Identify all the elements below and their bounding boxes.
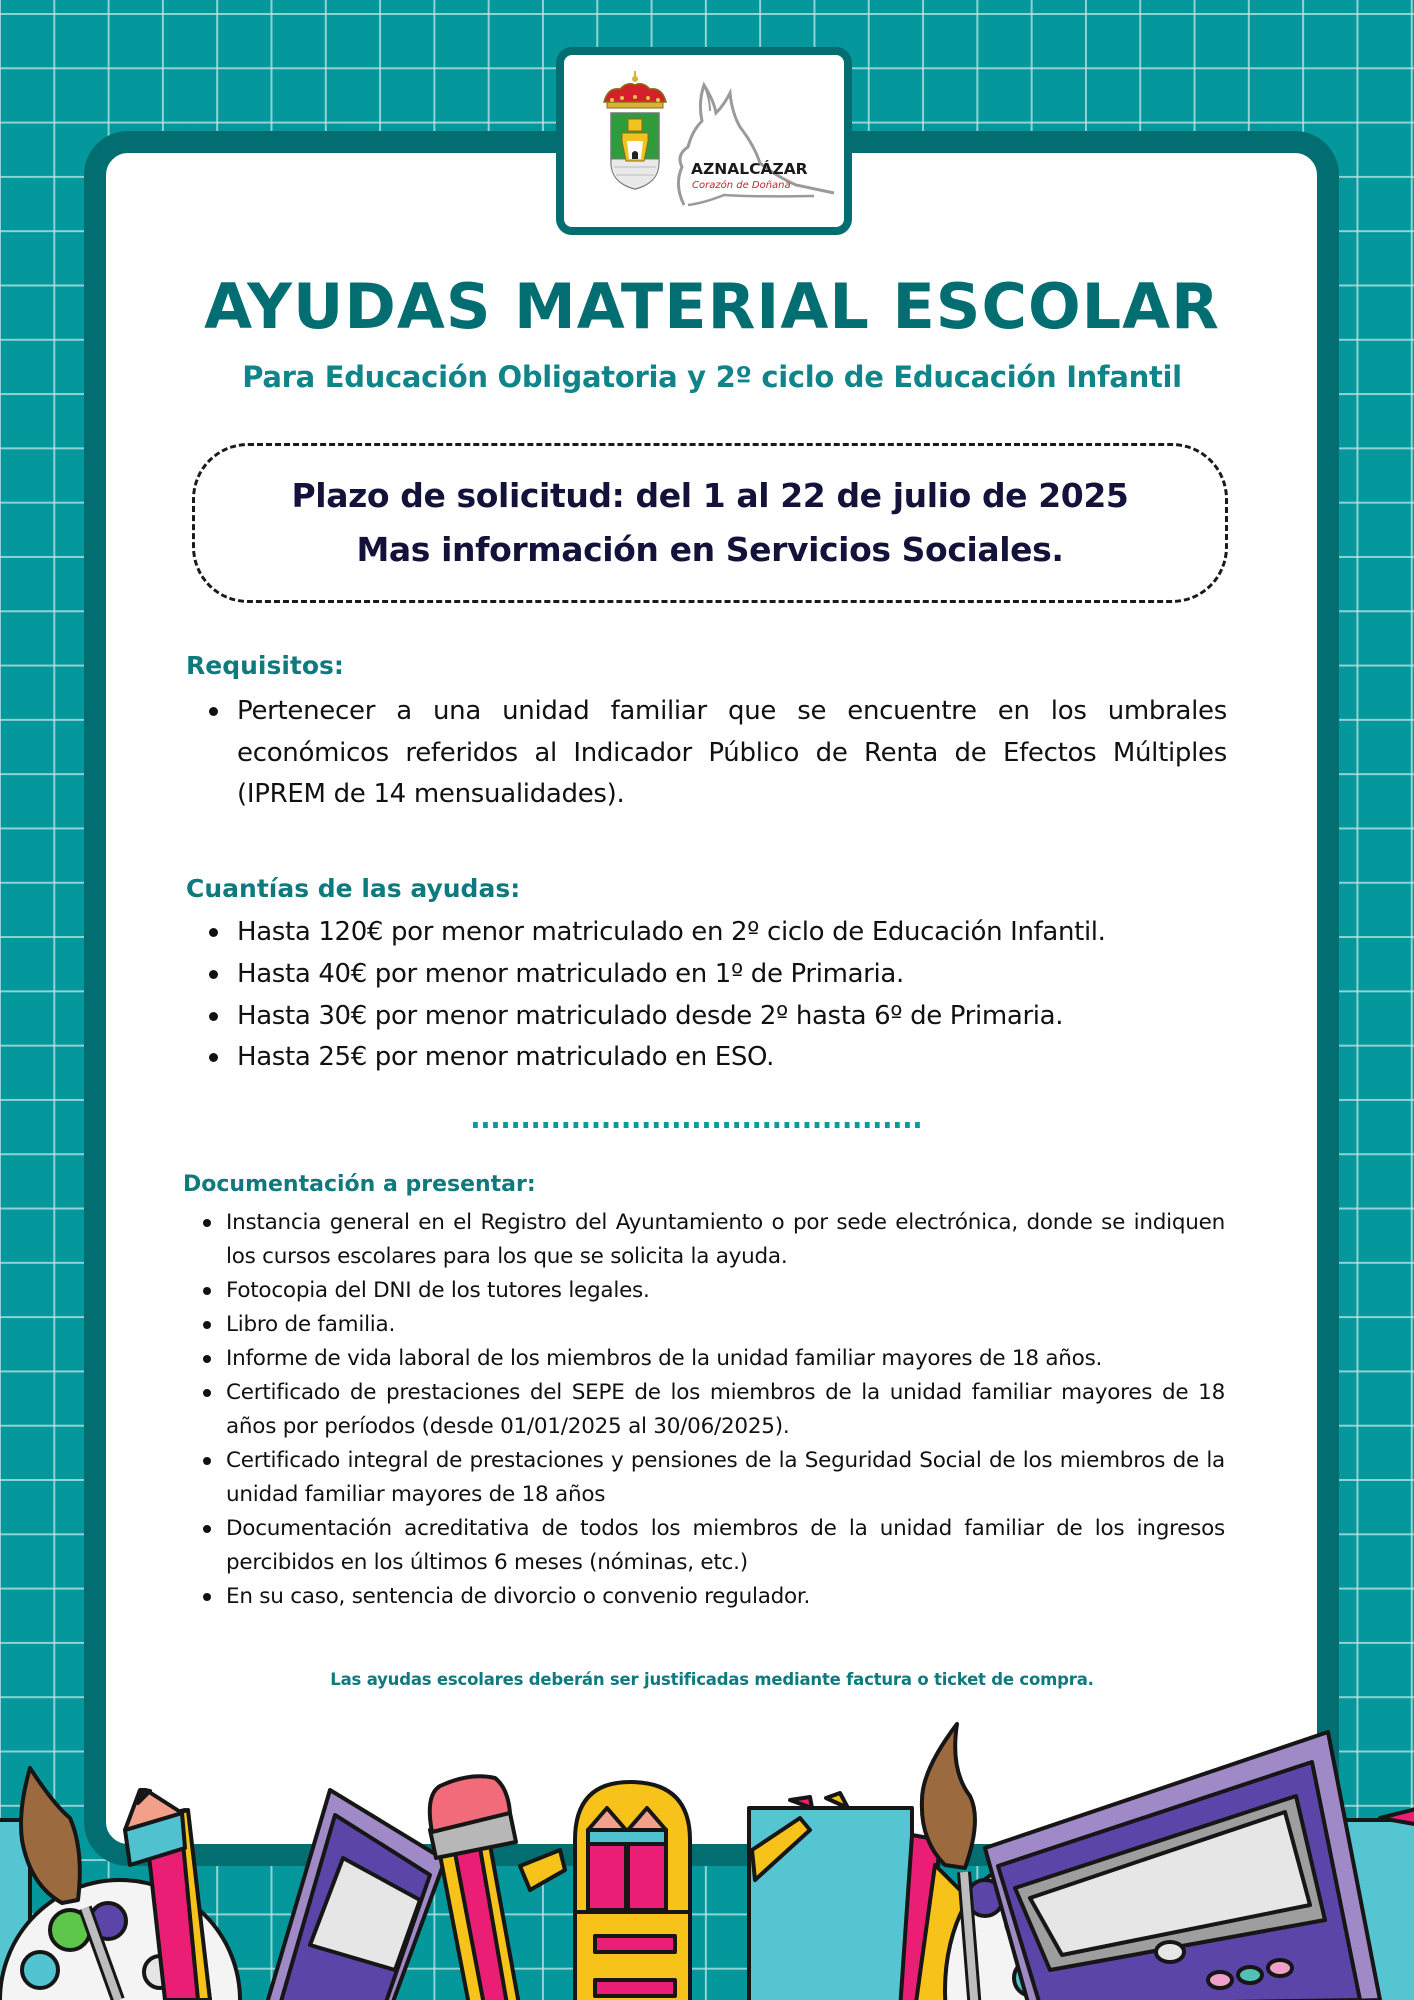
logo-tagline: Corazón de Doñana: [692, 180, 791, 191]
list-item: Certificado de prestaciones del SEPE de los miembros de la unidad familiar mayores de 18 años por períodos (desde 01/01/2025 al 30/06/2025).: [226, 1376, 1225, 1444]
tablet-icon: [265, 1790, 445, 2000]
list-item: Documentación acreditativa de todos los miembros de la unidad familiar de los ingresos percibidos en los últimos 6 meses (nóminas, etc.): [226, 1512, 1225, 1580]
folder-icon: [749, 1793, 912, 2000]
list-item: En su caso, sentencia de divorcio o convenio regulador.: [226, 1580, 1225, 1614]
requisitos-list: [237, 691, 1227, 816]
documentacion-heading: Documentación a presentar:: [183, 1172, 536, 1197]
footnote: Las ayudas escolares deberán ser justificadas mediante factura o ticket de compra.: [330, 1670, 1094, 1689]
list-item: Hasta 25€ por menor matriculado en ESO.: [237, 1037, 1237, 1079]
calculator-icon: [985, 1732, 1380, 2000]
page-subtitle: Para Educación Obligatoria y 2º ciclo de Educación Infantil: [242, 360, 1182, 394]
list-item: Libro de familia.: [226, 1308, 1225, 1342]
list-item: Certificado integral de prestaciones y pensiones de la Seguridad Social de los miembros de la unidad familiar mayores de 18 años: [226, 1444, 1225, 1512]
logo-town-name: AZNALCÁZAR: [691, 160, 808, 178]
list-item: Informe de vida laboral de los miembros de la unidad familiar mayores de 18 años.: [226, 1342, 1225, 1376]
cuantias-list: [237, 912, 1237, 1079]
aznalcazar-logo: [564, 55, 844, 227]
page-title: AYUDAS MATERIAL ESCOLAR: [204, 270, 1220, 343]
list-item: Hasta 30€ por menor matriculado desde 2º hasta 6º de Primaria.: [237, 996, 1237, 1038]
list-item: Fotocopia del DNI de los tutores legales.: [226, 1274, 1225, 1308]
more-info-text: Mas información en Servicios Sociales.: [356, 530, 1064, 569]
coat-of-arms-icon: [604, 71, 666, 189]
list-item: Hasta 120€ por menor matriculado en 2º ciclo de Educación Infantil.: [237, 912, 1237, 954]
deadline-box: [192, 443, 1228, 603]
logo-box: [556, 47, 852, 235]
list-item: Hasta 40€ por menor matriculado en 1º de Primaria.: [237, 954, 1237, 996]
list-item: Pertenecer a una unidad familiar que se encuentre en los umbrales económicos referidos al Indicador Público de Renta de Efectos Múltiples (IPREM de 14 mensualidades).: [237, 691, 1227, 816]
deadline-text: Plazo de solicitud: del 1 al 22 de julio de 2025: [291, 476, 1129, 515]
pencil-icon: [430, 1776, 520, 2000]
dotted-divider: [473, 1122, 925, 1128]
requisitos-heading: Requisitos:: [186, 651, 344, 680]
school-supplies-illustration: [0, 1700, 1414, 2000]
documentacion-list: [226, 1206, 1225, 1614]
cuantias-heading: Cuantías de las ayudas:: [186, 874, 521, 903]
pencil-case-icon: [520, 1782, 690, 2000]
list-item: Instancia general en el Registro del Ayuntamiento o por sede electrónica, donde se indiquen los cursos escolares para los que se solicita la ayuda.: [226, 1206, 1225, 1274]
